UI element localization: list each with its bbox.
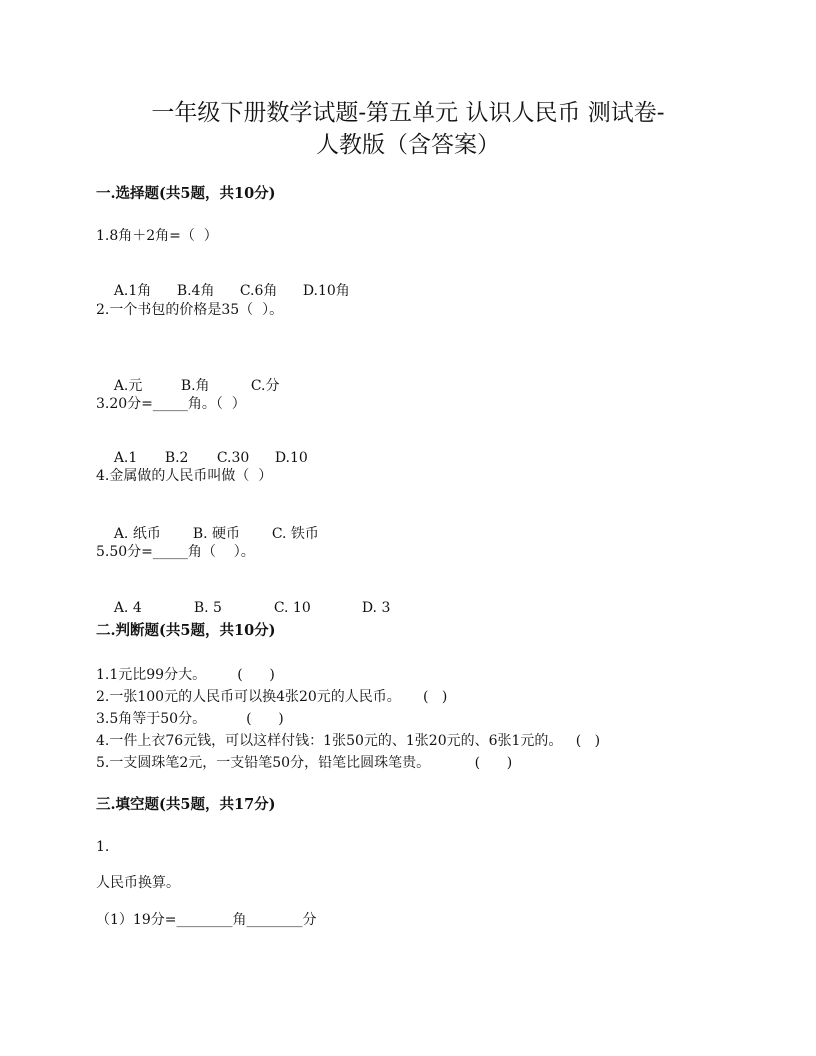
document-title-line2: 人教版（含答案） (316, 132, 500, 158)
option-b: B. 5 (193, 600, 222, 616)
option-c: C. 铁币 (271, 526, 319, 542)
option-a: A.1 (113, 450, 138, 466)
question-part: （1）19分=________角________分 (96, 912, 317, 928)
document-title-line1: 一年级下册数学试题-第五单元 认识人民币 测试卷- (151, 100, 665, 126)
section-heading-fill-blank: 三.填空题(共5题，共17分) (96, 796, 276, 813)
judgement-item: 5.一支圆珠笔2元，一支铅笔50分，铅笔比圆珠笔贵。 ( ) (96, 755, 513, 771)
option-b: B.4角 (176, 283, 215, 299)
option-c: C. 10 (273, 600, 311, 616)
judgement-item: 4.一件上衣76元钱，可以这样付钱：1张50元的、1张20元的、6张1元的。 ( ) (96, 733, 601, 749)
question-stem: 4.金属做的人民币叫做（ ） (96, 468, 273, 484)
judgement-item: 2.一张100元的人民币可以换4张20元的人民币。 ( ) (96, 689, 448, 705)
question-stem: 2.一个书包的价格是35（ ）。 (96, 302, 284, 318)
option-d: D.10角 (302, 283, 350, 299)
option-a: A. 4 (113, 600, 142, 616)
option-d: D. 3 (361, 600, 391, 616)
option-a: A.1角 (113, 283, 152, 299)
option-b: B.角 (180, 378, 210, 394)
question-stem: 5.50分=_____角（ ）。 (96, 544, 255, 560)
judgement-item: 1.1元比99分大。 ( ) (96, 667, 275, 683)
option-d: D.10 (274, 450, 308, 466)
option-b: B.2 (164, 450, 189, 466)
option-a: A.元 (113, 378, 143, 394)
option-b: B. 硬币 (192, 526, 241, 542)
option-c: C.分 (250, 378, 280, 394)
judgement-item: 3.5角等于50分。 ( ) (96, 711, 284, 727)
option-c: C.6角 (239, 283, 278, 299)
question-prompt: 人民币换算。 (96, 875, 180, 891)
option-c: C.30 (216, 450, 250, 466)
question-stem: 1.8角＋2角=（ ） (96, 228, 218, 244)
question-stem: 3.20分=_____角。（ ） (96, 396, 246, 412)
question-number: 1. (96, 839, 110, 855)
option-a: A. 纸币 (113, 526, 161, 542)
section-heading-choice: 一.选择题(共5题，共10分) (96, 185, 276, 202)
section-heading-judgement: 二.判断题(共5题，共10分) (96, 622, 276, 639)
